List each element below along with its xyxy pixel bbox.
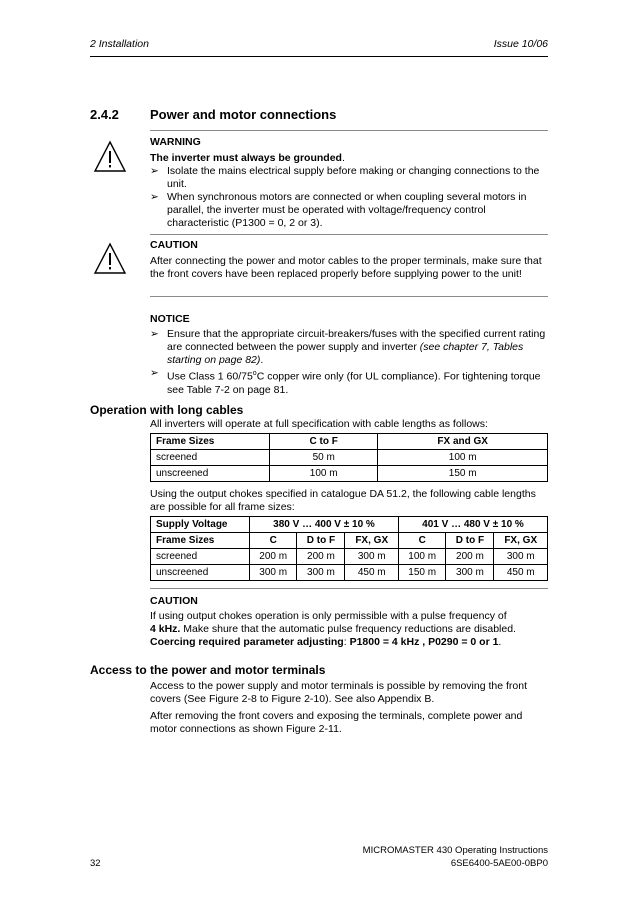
caution-label: CAUTION: [150, 239, 198, 251]
running-header-chapter: 2 Installation: [90, 38, 149, 50]
long-cables-heading: Operation with long cables: [90, 403, 244, 417]
warning-bullet: ➢ Isolate the mains electrical supply before making or changing connections to the unit.: [150, 165, 540, 190]
access-heading: Access to the power and motor terminals: [90, 663, 326, 677]
caution-triangle-icon: [93, 242, 127, 276]
footer-order-number: 6SE6400-5AE00-0BP0: [450, 858, 548, 869]
warning-lead-end: .: [341, 152, 345, 164]
table-row: unscreened 100 m 150 m: [151, 466, 548, 482]
long-cables-intro: All inverters will operate at full specification with cable lengths as follows:: [150, 418, 488, 430]
arrow-bullet-icon: ➢: [150, 328, 159, 340]
table-header-row: Frame Sizes C D to F FX, GX C D to F FX, GX: [151, 533, 548, 549]
choke-cable-length-table: [150, 516, 548, 581]
table-header-row: Supply Voltage 380 V … 400 V ± 10 % 401 V … 480 V ± 10 %: [151, 517, 548, 533]
table-row: screened 200 m 200 m 300 m 100 m 200 m 300 m: [151, 549, 548, 565]
caution2-top-rule: [150, 588, 548, 589]
warning-top-rule: [150, 130, 548, 131]
notice-block: [150, 313, 548, 397]
caution-top-rule: [150, 234, 548, 235]
access-para-1: Access to the power supply and motor terminals is possible by removing the front covers (See Figure 2-8 to Figure 2-10). See also Appendix B.: [150, 680, 528, 705]
notice-bullet: ➢ Use Class 1 60/75$^o$C copper wire only (for UL compliance). For tightening torque see Table 7-2 on page 81.: [150, 367, 541, 396]
arrow-bullet-icon: ➢: [150, 367, 159, 379]
caution-block: [150, 239, 548, 281]
page-number: 32: [90, 858, 101, 869]
caution-text: After connecting the power and motor cables to the proper terminals, make sure that the front covers have been replaced properly before supplying power to the unit!: [150, 255, 542, 280]
warning-label: WARNING: [150, 136, 201, 148]
caution2-label: CAUTION: [150, 595, 198, 607]
caution2-block: CAUTION If using output chokes operation is only permissible with a pulse frequency of 4 kHz. Make shure that the automatic pulse frequency reductions are disabled. Coercing required parameter adjusting: P1800 = 4 kHz , P0290 = 0 or 1.: [150, 595, 548, 649]
arrow-bullet-icon: ➢: [150, 191, 159, 203]
warning-lead: The inverter must always be grounded: [150, 152, 342, 164]
arrow-bullet-icon: ➢: [150, 165, 159, 177]
running-header-issue: Issue 10/06: [493, 38, 548, 50]
footer-product: MICROMASTER 430 Operating Instructions: [362, 845, 548, 856]
chokes-text: Using the output chokes specified in catalogue DA 51.2, the following cable lengths are possible for all frame sizes:: [150, 488, 536, 513]
table-header-row: Frame Sizes C to F FX and GX: [151, 434, 548, 450]
notice-bullet: ➢ Ensure that the appropriate circuit-breakers/fuses with the specified current rating are connected between the power supply and inverter (see chapter 7, Tables starting on page 82).: [150, 328, 546, 366]
section-number: 2.4.2: [90, 107, 119, 122]
table-row: unscreened 300 m 300 m 450 m 150 m 300 m 450 m: [151, 565, 548, 581]
warning-triangle-icon: [93, 140, 127, 174]
table-row: screened 50 m 100 m: [151, 450, 548, 466]
warning-bullet: ➢ When synchronous motors are connected or when coupling several motors in parallel, the inverter must be operated with voltage/frequency control characteristic (P1300 = 0, 2 or 3).: [150, 191, 527, 229]
cable-length-table: [150, 433, 548, 482]
notice-top-rule: [150, 296, 548, 297]
warning-block: [150, 136, 548, 230]
access-text: [150, 680, 548, 736]
header-rule: [90, 56, 548, 57]
section-title: Power and motor connections: [150, 107, 337, 122]
notice-label: NOTICE: [150, 313, 190, 325]
access-para-2: After removing the front covers and exposing the terminals, complete power and motor connections as shown Figure 2-11.: [150, 710, 523, 735]
